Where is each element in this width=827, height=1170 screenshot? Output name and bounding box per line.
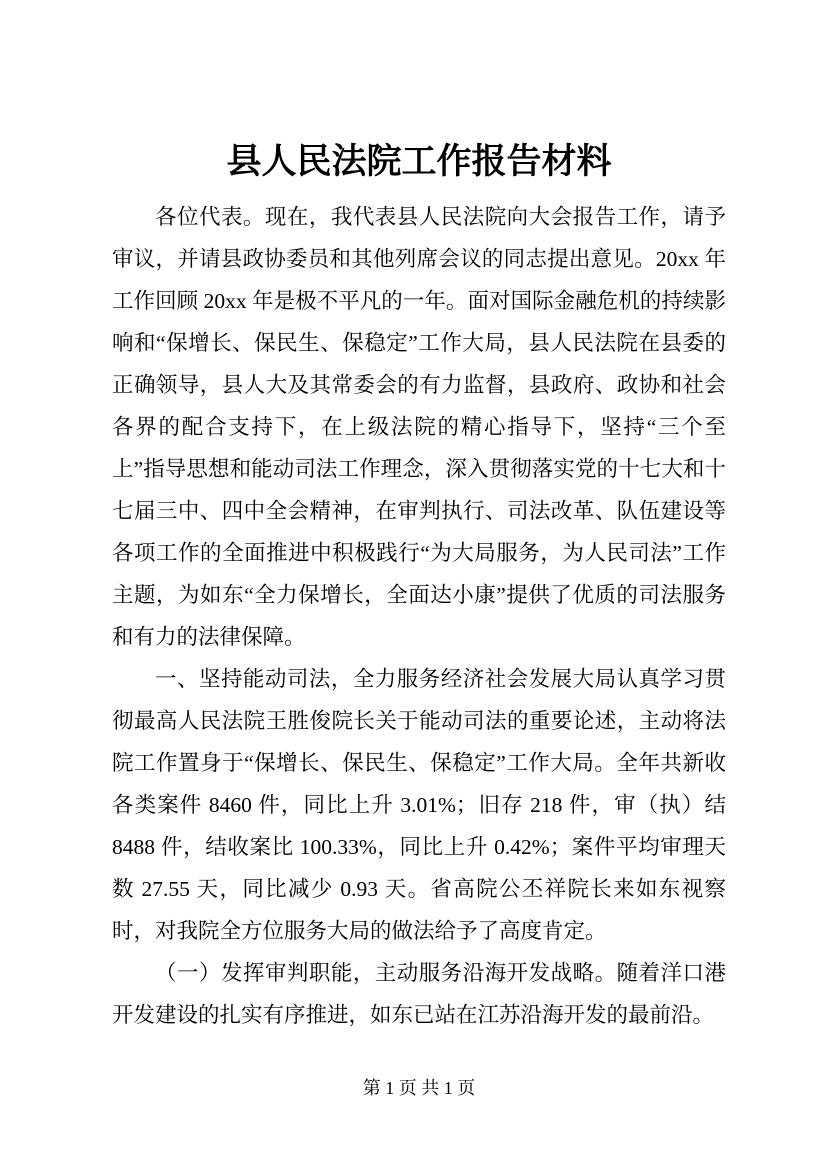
document-body xyxy=(112,196,726,1036)
paragraph-section-1: 一、坚持能动司法，全力服务经济社会发展大局认真学习贯彻最高人民法院王胜俊院长关于能动司法的重要论述，主动将法院工作置身于“保增长、保民生、保稳定”工作大局。全年共新收各类案件 8460 件，同比上升 3.01%；旧存 218 件，审（执）结 8488 件，结收案比 100.33%，同比上升 0.42%；案件平均审理天数 27.55 天，同比减少 0.93 天。省高院公丕祥院长来如东视察时，对我院全方位服务大局的做法给予了高度肯定。 xyxy=(112,667,726,943)
page-footer xyxy=(112,1076,726,1100)
paragraph-section-1-1: （一）发挥审判职能，主动服务沿海开发战略。随着洋口港开发建设的扎实有序推进，如东已站在江苏沿海开发的最前沿。 xyxy=(112,961,726,1027)
document-title: 县人民法院工作报告材料 xyxy=(226,142,612,181)
page-number-indicator: 第 1 页 共 1 页 xyxy=(362,1078,476,1098)
paragraph-intro: 各位代表。现在，我代表县人民法院向大会报告工作，请予审议，并请县政协委员和其他列席会议的同志提出意见。20xx 年工作回顾 20xx 年是极不平凡的一年。面对国际金融危机的持续影响和“保增长、保民生、保稳定”工作大局，县人民法院在县委的正确领导，县人大及其常委会的有力监督，县政府、政协和社会各界的配合支持下，在上级法院的精心指导下，坚持“三个至上”指导思想和能动司法工作理念，深入贯彻落实党的十七大和十七届三中、四中全会精神，在审判执行、司法改革、队伍建设等各项工作的全面推进中积极践行“为大局服务，为人民司法”工作主题，为如东“全力保增长，全面达小康”提供了优质的司法服务和有力的法律保障。 xyxy=(112,205,726,649)
